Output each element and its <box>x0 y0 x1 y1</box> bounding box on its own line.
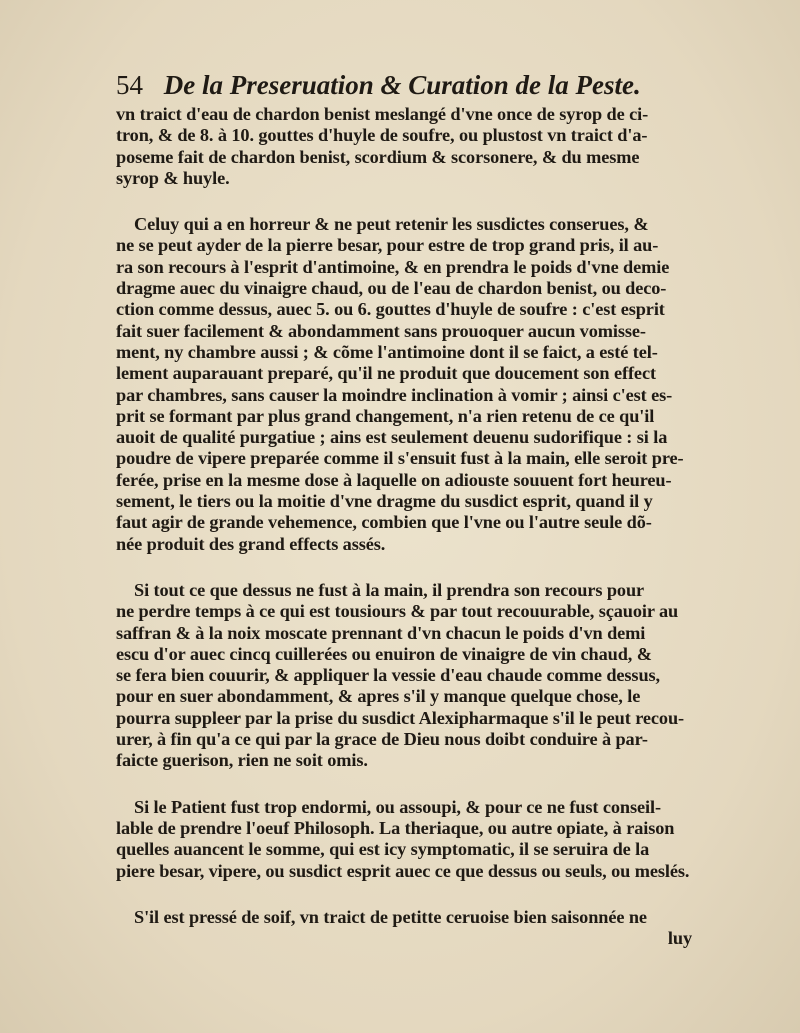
text-line: se fera bien couurir, & appliquer la vessie d'eau chaude comme dessus, <box>116 665 660 686</box>
text-line: dragme auec du vinaigre chaud, ou de l'eau de chardon benist, ou deco- <box>116 278 667 299</box>
running-title: De la Preseruation & Curation de la Peste. <box>163 70 641 100</box>
text-line: Si tout ce que dessus ne fust à la main, il prendra son recours pour <box>134 579 645 600</box>
paragraph-3 <box>116 580 726 772</box>
text-line: ra son recours à l'esprit d'antimoine, & en prendra le poids d'vne demie <box>116 256 670 277</box>
text-line: auoit de qualité purgatiue ; ains est seulement deuenu sudorifique : si la <box>116 427 668 448</box>
text-line: pour en suer abondamment, & apres s'il y manque quelque chose, le <box>116 686 641 707</box>
paragraph-1 <box>116 104 726 189</box>
text-line: S'il est pressé de soif, vn traict de petitte ceruoise bien saisonnée ne <box>134 906 647 927</box>
text-line: pourra suppleer par la prise du susdict Alexipharmaque s'il le peut recou- <box>116 707 685 728</box>
text-line: vn traict d'eau de chardon benist meslangé d'vne once de syrop de ci- <box>116 104 649 124</box>
text-line: sement, le tiers ou la moitie d'vne dragme du susdict esprit, quand il y <box>116 491 653 512</box>
text-line: ment, ny chambre aussi ; & cõme l'antimoine dont il se faict, a esté tel- <box>116 341 658 362</box>
text-line: Celuy qui a en horreur & ne peut retenir les susdictes conserues, & <box>134 214 649 235</box>
text-line: ction comme dessus, auec 5. ou 6. gouttes d'huyle de soufre : c'est esprit <box>116 299 665 320</box>
running-header <box>116 70 716 101</box>
text-line: poudre de vipere preparée comme il s'ensuit fust à la main, elle seroit pre- <box>116 448 684 469</box>
paragraph-2 <box>116 214 726 555</box>
text-line: née produit des grand effects assés. <box>116 533 386 554</box>
text-line: lable de prendre l'oeuf Philosoph. La theriaque, ou autre opiate, à raison <box>116 817 675 838</box>
text-line: ferée, prise en la mesme dose à laquelle on adiouste souuent fort heureu- <box>116 469 672 490</box>
paragraph-5 <box>116 907 726 950</box>
text-line: faut agir de grande vehemence, combien que l'vne ou l'autre seule dõ- <box>116 512 652 533</box>
text-line: par chambres, sans causer la moindre inclination à vomir ; ainsi c'est es- <box>116 384 673 405</box>
text-line: tron, & de 8. à 10. gouttes d'huyle de soufre, ou plustost vn traict d'a- <box>116 125 648 146</box>
text-line: fait suer facilement & abondamment sans prouoquer aucun vomisse- <box>116 320 646 341</box>
text-line: piere besar, vipere, ou susdict esprit auec ce que dessus ou seuls, ou meslés. <box>116 860 690 881</box>
page-number: 54 <box>116 70 143 100</box>
text-line: saffran & à la noix moscate prennant d'vn chacun le poids d'vn demi <box>116 622 646 643</box>
catchword: luy <box>667 928 692 949</box>
text-line: Si le Patient fust trop endormi, ou assoupi, & pour ce ne fust conseil- <box>134 796 661 817</box>
text-line: quelles auancent le somme, qui est icy symptomatic, il se seruira de la <box>116 839 650 860</box>
text-line: syrop & huyle. <box>116 167 230 188</box>
text-line: escu d'or auec cincq cuillerées ou enuiron de vinaigre de vin chaud, & <box>116 643 652 664</box>
text-line: lement auparauant preparé, qu'il ne produit que doucement son effect <box>116 363 656 384</box>
text-line: urer, à fin qu'a ce qui par la grace de Dieu nous doibt conduire à par- <box>116 729 648 750</box>
text-line: faicte guerison, rien ne soit omis. <box>116 750 368 771</box>
paragraph-4 <box>116 797 726 882</box>
text-line: prit se formant par plus grand changement, n'a rien retenu de ce qu'il <box>116 405 655 426</box>
text-line: poseme fait de chardon benist, scordium & scorsonere, & du mesme <box>116 146 640 167</box>
text-line: ne perdre temps à ce qui est tousiours & par tout recouurable, sçauoir au <box>116 601 679 622</box>
body-text <box>116 104 726 949</box>
text-line: ne se peut ayder de la pierre besar, pour estre de trop grand pris, il au- <box>116 235 659 256</box>
